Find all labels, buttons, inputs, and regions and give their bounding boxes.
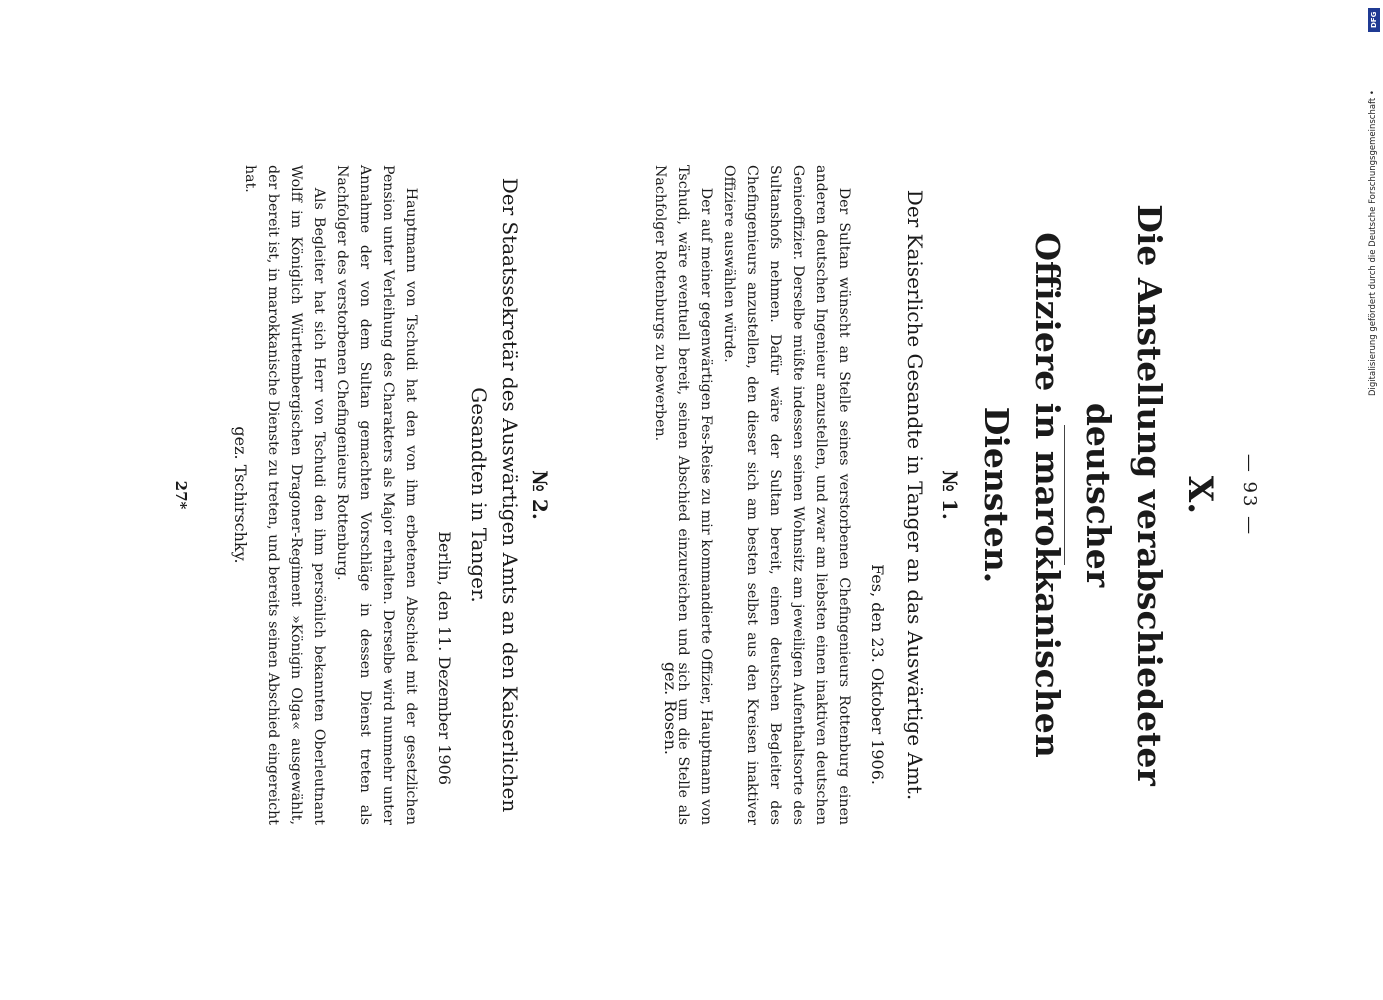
doc2-paragraph: Hauptmann von Tschudi hat den von ihm erbetenen Abschied mit der gesetzlichen Pension unter Verleihung des Charakters als Major erhalten. Derselbe wird nunmehr unter Annahme der von dem Sultan gemachten Vorschläge in dessen Dienst treten als Nachfolger des verstorbenen Chefingenieurs Rottenburg.: [334, 165, 419, 825]
doc2-number: № 2.: [528, 470, 552, 520]
page-number: — 93 —: [1239, 453, 1260, 537]
section-numeral: X.: [1180, 475, 1220, 515]
doc2-heading-line-1: Der Staatssekretär des Auswärtigen Amts an den Kaiserlichen: [498, 177, 522, 813]
doc1-number: № 1.: [938, 470, 962, 520]
doc1-dateline: Fes, den 23. Oktober 1906.: [868, 564, 887, 785]
sheet-signature-mark: 27*: [172, 480, 190, 510]
doc1-paragraph: Der Sultan wünscht an Stelle seines verstorbenen Chefingenieurs Rottenburg einen anderen deutschen Ingenieur anzustellen, und zwar am liebsten einen inaktiven deutschen Genieoffizier. Derselbe müßte indessen seinen Wohnsitz am jeweiligen Aufenthaltsorte des Sultanshofs nehmen. Dafür wäre der Sultan bereit, einen deutschen Begleiter des Chefingenieurs anzustellen, den dieser sich am besten selbst aus den Kreisen inaktiver Offiziere auswählen würde.: [721, 165, 852, 825]
doc2-heading-line-2: Gesandten in Tanger.: [467, 387, 491, 603]
chapter-title-line-2: Offiziere in marokkanischen Diensten.: [976, 232, 1067, 758]
chapter-title: [970, 165, 1175, 825]
chapter-title-line-1: Die Anstellung verabschiedeter deutscher: [1078, 204, 1169, 786]
doc2-heading: [463, 165, 525, 825]
doc2-body: [238, 165, 422, 825]
doc1-heading: Der Kaiserliche Gesandte in Tanger an das Auswärtige Amt.: [903, 189, 927, 801]
doc1-paragraph: Der auf meiner gegenwärtigen Fes-Reise zu mir kommandierte Offizier, Hauptmann von Tschudi, wäre eventuell bereit, seinen Abschied einzureichen und sich um die Stelle als Nachfolger Rottenburgs zu bewerben.: [652, 165, 714, 825]
doc2-dateline: Berlin, den 11. Dezember 1906: [435, 531, 454, 785]
title-divider: [1064, 425, 1065, 565]
digitization-attribution: [1368, 8, 1380, 398]
doc1-signature: gez. Rosen.: [661, 661, 680, 755]
doc2-signature: gez. Tschirschky.: [231, 426, 250, 564]
attribution-text: Digitalisierung gefördert durch die Deutsche Forschungsgemeinschaft •: [1368, 90, 1378, 396]
dfg-logo: DFG: [1368, 8, 1380, 32]
scanned-page: [110, 165, 1330, 825]
doc2-paragraph: Als Begleiter hat sich Herr von Tschudi den ihm persönlich bekannten Oberleutnant Wolff im Königlich Württembergischen Dragoner-Regiment »Königin Olga« ausgewählt, der bereit ist, in marokkanische Dienste zu treten, und bereits seinen Abschied eingereicht hat.: [242, 165, 327, 825]
